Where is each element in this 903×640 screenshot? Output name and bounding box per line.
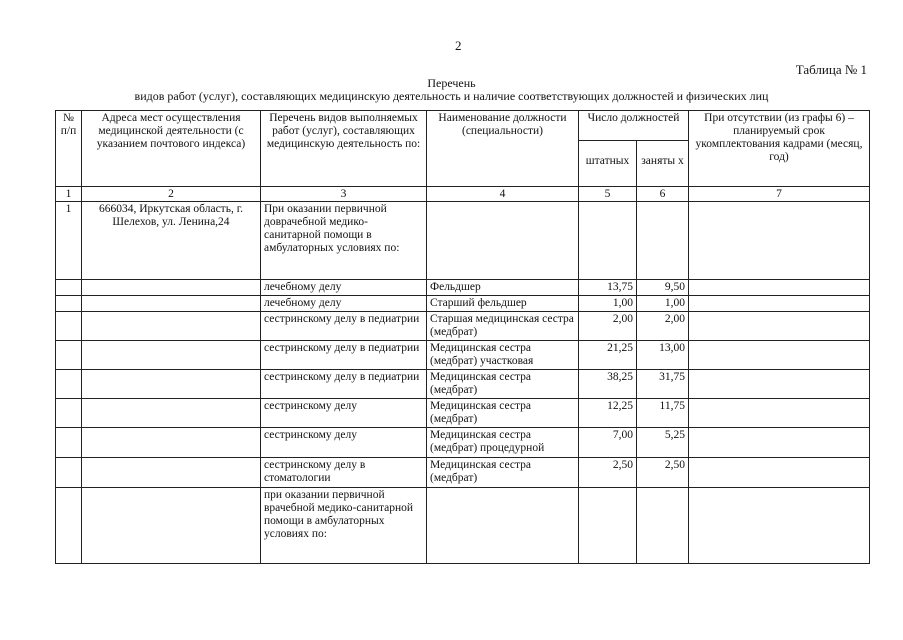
row-work: сестринскому делу	[261, 399, 427, 428]
row-position: Медицинская сестра (медбрат)	[427, 458, 579, 488]
header-positions-count: Число должностей	[579, 111, 689, 141]
header-work: Перечень видов выполняемых работ (услуг), составляющих медицинскую деятельность по:	[261, 111, 427, 187]
page-number: 2	[455, 38, 462, 53]
table-row	[56, 458, 870, 488]
header-occupied: заняты х	[637, 141, 689, 187]
row-work: при оказании первичной врачебной медико-санитарной помощи в амбулаторных условиях по:	[261, 488, 427, 564]
row-position: Медицинская сестра (медбрат) процедурной	[427, 428, 579, 458]
table-title: Перечень	[427, 76, 476, 90]
table-row	[56, 370, 870, 399]
column-number: 5	[579, 187, 637, 202]
row-occupied: 9,50	[637, 280, 689, 296]
header-planned-date: При отсутствии (из графы 6) – планируемый срок укомплектования кадрами (месяц, год)	[689, 111, 870, 187]
table-row	[56, 312, 870, 341]
row-occupied: 13,00	[637, 341, 689, 370]
row-staff: 2,00	[579, 312, 637, 341]
row-position: Медицинская сестра (медбрат)	[427, 399, 579, 428]
row-work: лечебному делу	[261, 296, 427, 312]
row-work: сестринскому делу в стоматологии	[261, 458, 427, 488]
table-row	[56, 399, 870, 428]
row-staff: 21,25	[579, 341, 637, 370]
column-number: 4	[427, 187, 579, 202]
row-position: Медицинская сестра (медбрат)	[427, 370, 579, 399]
table-row	[56, 296, 870, 312]
row-staff: 1,00	[579, 296, 637, 312]
row-position: Фельдшер	[427, 280, 579, 296]
row-staff: 13,75	[579, 280, 637, 296]
row-occupied: 2,50	[637, 458, 689, 488]
column-number: 6	[637, 187, 689, 202]
row-occupied: 1,00	[637, 296, 689, 312]
row-position: Старший фельдшер	[427, 296, 579, 312]
row-staff: 2,50	[579, 458, 637, 488]
header-position: Наименование должности (специальности)	[427, 111, 579, 187]
table-label: Таблица № 1	[795, 62, 867, 77]
staffing-table	[55, 110, 870, 564]
row-work: лечебному делу	[261, 280, 427, 296]
row-work: сестринскому делу в педиатрии	[261, 370, 427, 399]
row-work: сестринскому делу в педиатрии	[261, 312, 427, 341]
row-address: 666034, Иркутская область, г. Шелехов, ул. Ленина,24	[82, 202, 261, 280]
row-staff: 12,25	[579, 399, 637, 428]
row-num: 1	[56, 202, 82, 280]
header-address: Адреса мест осуществления медицинской деятельности (с указанием почтового индекса)	[82, 111, 261, 187]
table-row	[56, 202, 870, 280]
table-row	[56, 488, 870, 564]
header-num: № п/п	[56, 111, 82, 187]
row-occupied: 11,75	[637, 399, 689, 428]
table-row	[56, 428, 870, 458]
row-staff: 7,00	[579, 428, 637, 458]
row-staff: 38,25	[579, 370, 637, 399]
row-occupied: 31,75	[637, 370, 689, 399]
row-position: Старшая медицинская сестра (медбрат)	[427, 312, 579, 341]
column-numbers-row	[56, 187, 870, 202]
table-subtitle: видов работ (услуг), составляющих медицинскую деятельность и наличие соответствующих должностей и физических лиц	[134, 89, 769, 103]
header-staff: штатных	[579, 141, 637, 187]
table-row	[56, 280, 870, 296]
row-work: сестринскому делу в педиатрии	[261, 341, 427, 370]
row-occupied: 5,25	[637, 428, 689, 458]
row-work: сестринскому делу	[261, 428, 427, 458]
column-number: 3	[261, 187, 427, 202]
row-occupied: 2,00	[637, 312, 689, 341]
row-work: При оказании первичной доврачебной медико-санитарной помощи в амбулаторных условиях по:	[261, 202, 427, 280]
column-number: 2	[82, 187, 261, 202]
column-number: 1	[56, 187, 82, 202]
row-position: Медицинская сестра (медбрат) участковая	[427, 341, 579, 370]
table-row	[56, 341, 870, 370]
column-number: 7	[689, 187, 870, 202]
